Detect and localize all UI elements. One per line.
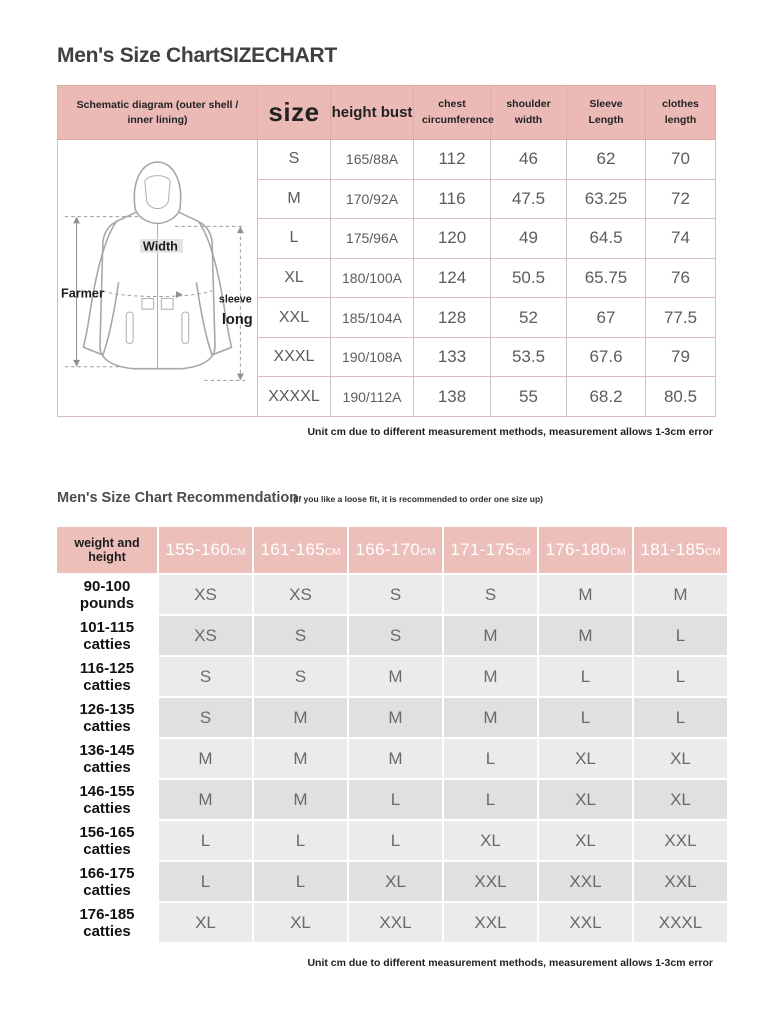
clothes-cell: 79 (646, 337, 716, 377)
recommended-size: S (349, 575, 442, 614)
recommended-size: L (254, 821, 347, 860)
recommended-size: XL (444, 821, 537, 860)
height-unit: CM (419, 547, 436, 558)
weight-label: 90-100 pounds (57, 575, 157, 614)
weight-label: 101-115 catties (57, 616, 157, 655)
sleeve-cell: 62 (567, 140, 646, 180)
shoulder-cell: 46 (491, 140, 567, 180)
clothes-cell: 72 (646, 179, 716, 219)
recommended-size: L (444, 780, 537, 819)
size-cell: L (258, 219, 331, 259)
recommended-size: XL (349, 862, 442, 901)
recommended-size: S (159, 657, 252, 696)
col-header-clothes: clothes length (646, 86, 716, 140)
col-header-shoulder: shoulder width (491, 86, 567, 140)
recommended-size: L (349, 780, 442, 819)
shoulder-cell: 53.5 (491, 337, 567, 377)
col-header-sleeve: Sleeve Length (567, 86, 646, 140)
height-col-176-180 (539, 527, 632, 573)
clothes-cell: 80.5 (646, 377, 716, 417)
recommended-size: XXL (444, 903, 537, 942)
shoulder-cell: 55 (491, 377, 567, 417)
jacket-schematic-diagram (60, 144, 255, 412)
diagram-label-long: long (221, 311, 253, 328)
height-col-171-175 (444, 527, 537, 573)
recommended-size: M (254, 739, 347, 778)
recommended-size: L (349, 821, 442, 860)
sleeve-cell: 67 (567, 298, 646, 338)
recommended-size: M (539, 575, 632, 614)
height-range: 181-185 (640, 540, 705, 559)
recommended-size: M (159, 780, 252, 819)
recommended-size: L (539, 698, 632, 737)
weight-row (57, 657, 727, 696)
recommended-size: XS (254, 575, 347, 614)
weight-label: 166-175 catties (57, 862, 157, 901)
diagram-header-cell: Schematic diagram (outer shell / inner lining) (58, 86, 258, 140)
chest-cell: 116 (414, 179, 491, 219)
recommended-size: XS (159, 616, 252, 655)
measurement-note-top: Unit cm due to different measurement methods, measurement allows 1-3cm error (307, 426, 713, 438)
recommended-size: S (254, 657, 347, 696)
weight-row (57, 575, 727, 614)
size-cell: S (258, 140, 331, 180)
height-unit: CM (609, 547, 626, 558)
weight-row (57, 821, 727, 860)
height-range: 166-170 (355, 540, 420, 559)
recommended-size: XXL (539, 903, 632, 942)
sleeve-cell: 64.5 (567, 219, 646, 259)
size-cell: M (258, 179, 331, 219)
height-bust-cell: 165/88A (331, 140, 414, 180)
recommended-size: XL (634, 780, 727, 819)
recommended-size: XXXL (634, 903, 727, 942)
recommended-size: M (444, 698, 537, 737)
recommended-size: M (634, 575, 727, 614)
recommended-size: M (444, 616, 537, 655)
chest-cell: 112 (414, 140, 491, 180)
size-cell: XXXL (258, 337, 331, 377)
recommended-size: L (634, 616, 727, 655)
recommended-size: XXL (539, 862, 632, 901)
recommended-size: L (634, 657, 727, 696)
recommended-size: L (634, 698, 727, 737)
height-col-155-160 (159, 527, 252, 573)
height-unit: CM (704, 547, 721, 558)
recommended-size: L (159, 862, 252, 901)
height-range: 161-165 (260, 540, 325, 559)
height-col-181-185 (634, 527, 727, 573)
shoulder-cell: 47.5 (491, 179, 567, 219)
recommended-size: XL (539, 739, 632, 778)
weight-label: 156-165 catties (57, 821, 157, 860)
sleeve-cell: 68.2 (567, 377, 646, 417)
recommended-size: XXL (349, 903, 442, 942)
weight-row (57, 616, 727, 655)
recommended-size: XL (159, 903, 252, 942)
diagram-label-width: Width (142, 239, 178, 254)
recommended-size: M (159, 739, 252, 778)
weight-row (57, 780, 727, 819)
chest-cell: 124 (414, 258, 491, 298)
height-col-161-165 (254, 527, 347, 573)
recommendation-title (57, 489, 543, 507)
diagram-label-farmer: Farmer (60, 286, 104, 301)
height-bust-cell: 190/108A (331, 337, 414, 377)
recommendation-title-note: (If you like a loose fit, it is recommended to order one size up) (293, 494, 543, 504)
height-range: 155-160 (165, 540, 230, 559)
recommended-size: L (444, 739, 537, 778)
weight-label: 126-135 catties (57, 698, 157, 737)
height-bust-cell: 170/92A (331, 179, 414, 219)
chest-cell: 120 (414, 219, 491, 259)
size-cell: XXXXL (258, 377, 331, 417)
recommended-size: XXL (634, 862, 727, 901)
shoulder-cell: 49 (491, 219, 567, 259)
recommendation-title-text: Men's Size Chart Recommendation (57, 490, 299, 506)
recommended-size: S (444, 575, 537, 614)
weight-row (57, 903, 727, 942)
recommended-size: XL (634, 739, 727, 778)
recommended-size: M (539, 616, 632, 655)
size-row-s (58, 140, 716, 180)
recommended-size: M (349, 739, 442, 778)
recommended-size: M (444, 657, 537, 696)
clothes-cell: 74 (646, 219, 716, 259)
shoulder-cell: 50.5 (491, 258, 567, 298)
recommended-size: M (349, 657, 442, 696)
weight-row (57, 698, 727, 737)
size-table-header-row (58, 86, 716, 140)
recommended-size: XXL (634, 821, 727, 860)
diagram-label-sleeve: sleeve (218, 293, 252, 306)
weight-label: 176-185 catties (57, 903, 157, 942)
recommended-size: L (539, 657, 632, 696)
size-table (57, 85, 716, 417)
shoulder-cell: 52 (491, 298, 567, 338)
recommended-size: XXL (444, 862, 537, 901)
weight-row (57, 739, 727, 778)
measurement-note-bottom: Unit cm due to different measurement methods, measurement allows 1-3cm error (307, 957, 713, 969)
height-unit: CM (324, 547, 341, 558)
clothes-cell: 70 (646, 140, 716, 180)
recommended-size: M (349, 698, 442, 737)
height-bust-cell: 185/104A (331, 298, 414, 338)
height-range: 171-175 (450, 540, 515, 559)
chest-cell: 133 (414, 337, 491, 377)
recommendation-header-row (57, 527, 727, 573)
chest-cell: 128 (414, 298, 491, 338)
recommended-size: L (159, 821, 252, 860)
recommended-size: XL (539, 780, 632, 819)
recommended-size: XL (254, 903, 347, 942)
sleeve-cell: 63.25 (567, 179, 646, 219)
recommended-size: M (254, 698, 347, 737)
weight-label: 146-155 catties (57, 780, 157, 819)
sleeve-cell: 67.6 (567, 337, 646, 377)
clothes-cell: 77.5 (646, 298, 716, 338)
height-bust-cell: 180/100A (331, 258, 414, 298)
height-bust-cell: 175/96A (331, 219, 414, 259)
height-unit: CM (229, 547, 246, 558)
chest-cell: 138 (414, 377, 491, 417)
height-col-166-170 (349, 527, 442, 573)
weight-row (57, 862, 727, 901)
height-range: 176-180 (545, 540, 610, 559)
sleeve-cell: 65.75 (567, 258, 646, 298)
col-header-size: size (258, 86, 331, 140)
recommended-size: S (349, 616, 442, 655)
col-header-height-bust: height bust (331, 86, 414, 140)
corner-header-cell: weight and height (57, 527, 157, 573)
recommended-size: M (254, 780, 347, 819)
recommended-size: XL (539, 821, 632, 860)
clothes-cell: 76 (646, 258, 716, 298)
recommendation-table (55, 525, 729, 944)
recommended-size: XS (159, 575, 252, 614)
height-unit: CM (514, 547, 531, 558)
jacket-schematic-cell (58, 140, 258, 417)
size-cell: XL (258, 258, 331, 298)
size-cell: XXL (258, 298, 331, 338)
weight-label: 136-145 catties (57, 739, 157, 778)
weight-label: 116-125 catties (57, 657, 157, 696)
recommended-size: S (159, 698, 252, 737)
page-title: Men's Size ChartSIZECHART (57, 44, 337, 67)
height-bust-cell: 190/112A (331, 377, 414, 417)
col-header-chest: chest circumference (414, 86, 491, 140)
recommended-size: L (254, 862, 347, 901)
recommended-size: S (254, 616, 347, 655)
